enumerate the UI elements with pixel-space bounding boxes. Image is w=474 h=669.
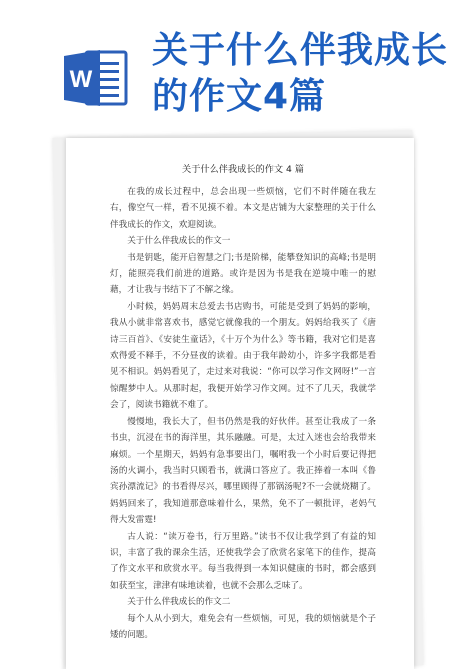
logo-letter: W	[69, 66, 93, 93]
document-title: 关于什么伴我成长的作文 4 篇	[182, 164, 304, 175]
section-heading: 关于什么伴我成长的作文一	[127, 236, 231, 247]
paragraph: 古人说：“读万卷书，行万里路。”读书不仅让我学到了有益的知识，丰富了我的课余生活，还使我学会了欣赏名家笔下的佳作，提高了作文水平和欣赏水平。每当我得到一本知识健康的书时，都会感到如获至宝，津津有味地读着，也就不会那么乏味了。	[110, 531, 376, 591]
paragraph: 小时候，妈妈周末总爱去书店购书，可能是受到了妈妈的影响，我从小就非常喜欢书，感觉它就像我的一个朋友。妈妈给我买了《唐诗三百首》、《安徒生童话》，《十万个为什么》等书籍，我对它们是喜欢得爱不释手，不分昼夜的读着。由于我年龄幼小，许多字我都是看见不相识。妈妈看见了，走过来对我说：“你可以学习作文网呀!”一言惊醒梦中人。从那时起，我便开始学习作文网。过不了几天，我就学会了，阅读书籍就不难了。	[110, 301, 376, 411]
paragraph: 书是钥匙，能开启智慧之门;书是阶梯，能攀登知识的高峰;书是明灯，能照亮我们前进的道路。或许是因为书是我在逆境中唯一的慰藉，才让我与书结下了不解之缘。	[110, 252, 376, 296]
banner-title-line1: 关于什么伴我成长	[152, 30, 449, 71]
section-heading: 关于什么伴我成长的作文二	[127, 597, 231, 608]
document-body	[110, 162, 376, 643]
paragraph: 在我的成长过程中，总会出现一些烦恼，它们不时伴随在我左右，像空气一样，看不见摸不着。本文是店铺为大家整理的关于什么伴我成长的作文，欢迎阅读。	[110, 187, 376, 230]
banner-title-line2: 的作文4篇	[152, 76, 327, 117]
paragraph: 慢慢地，我长大了，但书仍然是我的好伙伴。甚至让我成了一条书虫，沉浸在书的海洋里，其乐融融。可是，太过入迷也会给我带来麻烦。一个星期天，妈妈有急事要出门，嘱咐我一个小时后要记得把汤的火调小，我当时只顾看书，就满口答应了。我正捧着一本叫《鲁宾孙漂流记》的书看得尽兴，哪里顾得了那锅汤呢?不一会就烧糊了。妈妈回来了，我知道那意味着什么，果然，免不了一顿批评，老妈气得大发雷霆!	[110, 416, 376, 526]
banner-title	[152, 28, 462, 120]
document-page	[66, 138, 414, 669]
word-document-icon	[60, 42, 132, 114]
paragraph: 每个人从小到大，难免会有一些烦恼，可见，我的烦恼就是个子矮的问题。	[110, 613, 376, 640]
banner	[0, 0, 474, 150]
